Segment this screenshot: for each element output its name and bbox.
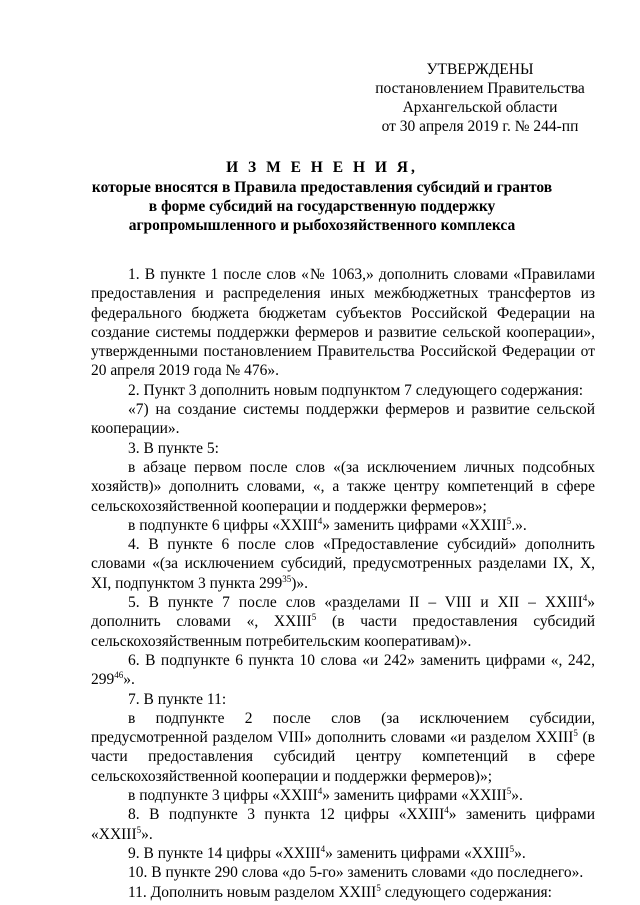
heading-line: в форме субсидий на государственную поддержку — [148, 198, 496, 215]
approval-title: УТВЕРЖДЕНЫ — [426, 61, 534, 78]
approval-line: Архангельской области — [402, 99, 558, 116]
document-body — [91, 265, 595, 902]
approval-stamp — [365, 60, 595, 136]
paragraph-item-2: 2. Пункт 3 дополнить новым подпунктом 7 следующего содержания: — [128, 381, 584, 399]
paragraph-item-7-sub-a: в подпункте 2 после слов (за исключением субсидии, предусмотренной разделом VIII» дополнить словами «и разделом XXIII$^5$ (в части предоставления субсидий центру компетенций в сфере сельскохозяйственной кооперации и поддержки фермеров)»; — [91, 709, 595, 785]
paragraph-item-5: 5. В пункте 7 после слов «разделами II – VIII и XII – XXIII$^4$» дополнить словами «, XXIII$^5$ (в части предоставления субсидий сельскохозяйственным потребительским кооперативам)». — [91, 593, 595, 650]
approval-date: от 30 апреля 2019 г. № 244-пп — [381, 118, 579, 135]
document-heading — [80, 158, 564, 235]
document-title: И З М Е Н Е Н И Я, — [226, 159, 418, 176]
paragraph-item-8: 8. В подпункте 3 пункта 12 цифры «XXIII$^4$» заменить цифрами «XXIII$^5$». — [91, 805, 595, 843]
paragraph-item-6: 6. В подпункте 6 пункта 10 слова «и 242» заменить цифрами «, 242, $299^{46}$». — [91, 651, 595, 689]
paragraph-item-2-sub: «7) на создание системы поддержки фермеров и развитие сельской кооперации». — [91, 401, 595, 438]
paragraph-item-10: 10. В пункте 290 слова «до 5-го» заменить словами «до последнего». — [128, 864, 584, 882]
paragraph-item-3: 3. В пункте 5: — [128, 439, 219, 457]
paragraph-item-9: 9. В пункте 14 цифры «XXIII$^4$» заменить цифрами «XXIII$^5$». — [128, 843, 526, 862]
heading-line: которые вносятся в Правила предоставления субсидий и грантов — [91, 179, 553, 196]
paragraph-item-4: 4. В пункте 6 после слов «Предоставление субсидий» дополнить словами «(за исключением субсидий, предусмотренных разделами IX, X, XI, подпунктом 3 пункта $299^{35}$)». — [91, 536, 595, 592]
paragraph-item-3-sub-b: в подпункте 6 цифры «XXIII$^4$» заменить цифрами «XXIII$^5$.». — [128, 515, 527, 534]
paragraph-item-3-sub-a: в абзаце первом после слов «(за исключением личных подсобных хозяйств)» дополнить словами, «, а также центру компетенций в сфере сельскохозяйственной кооперации и поддержки фермеров»; — [91, 458, 595, 515]
paragraph-item-7-sub-b: в подпункте 3 цифры «XXIII$^4$» заменить цифрами «XXIII$^5$». — [128, 786, 523, 805]
paragraph-item-11: 11. Дополнить новым разделом XXIII$^5$ следующего содержания: — [128, 882, 552, 901]
paragraph-item-7: 7. В пункте 11: — [128, 690, 227, 708]
paragraph-item-1: 1. В пункте 1 после слов «№ 1063,» дополнить словами «Правилами предоставления и распределения иных межбюджетных трансфертов из федерального бюджета бюджетам субъектов Российской Федерации на создание системы поддержки фермеров и развитие сельской кооперации», утвержденными постановлением Правительства Российской Федерации от 20 апреля 2019 года № 476». — [91, 266, 595, 380]
heading-line: агропромышленного и рыбохозяйственного комплекса — [128, 217, 516, 234]
approval-line: постановлением Правительства — [375, 80, 585, 97]
